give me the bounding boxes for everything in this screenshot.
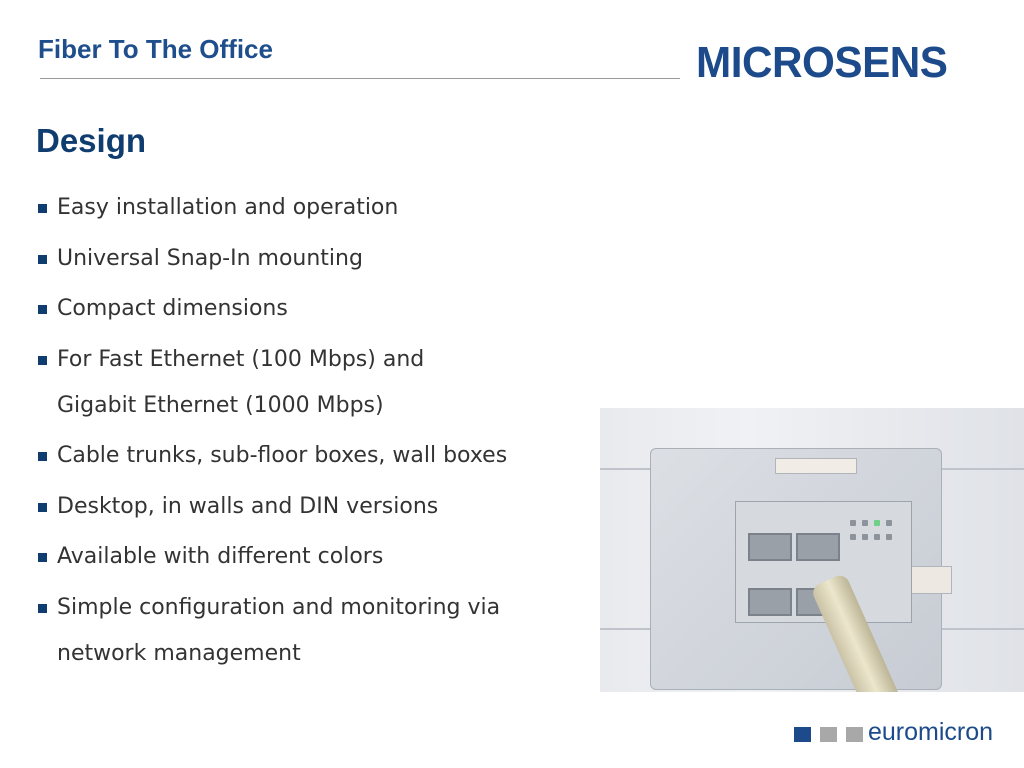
- bullet-text: [57, 585, 617, 677]
- bullet-text: [57, 534, 617, 580]
- bullet-line: Compact dimensions: [57, 296, 288, 321]
- bullet-line: Gigabit Ethernet (1000 Mbps): [57, 392, 384, 418]
- bullet-line: Available with different colors: [57, 544, 384, 569]
- square-bullet-icon: [38, 255, 47, 264]
- rj45-port-icon: [748, 533, 792, 561]
- square-bullet-icon: [38, 452, 47, 461]
- square-bullet-icon: [38, 356, 47, 365]
- slide-header-title: Fiber To The Office: [38, 34, 273, 64]
- brand-square-icon: [820, 727, 837, 742]
- square-bullet-icon: [38, 305, 47, 314]
- square-bullet-icon: [38, 553, 47, 562]
- square-bullet-icon: [38, 503, 47, 512]
- microsens-logo: MICROSENS: [696, 38, 948, 87]
- bullet-item: [38, 337, 617, 429]
- status-led-icon: [886, 534, 892, 540]
- square-bullet-icon: [38, 204, 47, 213]
- brand-square-icon: [846, 727, 863, 742]
- square-bullet-icon: [38, 604, 47, 613]
- euromicron-logo: euromicron: [868, 718, 994, 746]
- bullet-line: For Fast Ethernet (100 Mbps) and: [57, 346, 425, 372]
- status-led-icon: [850, 520, 856, 526]
- bullet-item: [38, 286, 617, 332]
- bullet-item: [38, 585, 617, 677]
- header-divider: [40, 78, 680, 79]
- bullet-line: Easy installation and operation: [57, 195, 399, 220]
- label-strip: [775, 458, 857, 474]
- status-led-icon: [862, 520, 868, 526]
- status-led-icon: [874, 520, 880, 526]
- status-led-icon: [886, 520, 892, 526]
- bullet-item: [38, 185, 617, 231]
- bullet-line: Cable trunks, sub-floor boxes, wall boxes: [57, 443, 508, 468]
- slide-section-title: Design: [36, 122, 147, 159]
- rj45-port-icon: [748, 588, 792, 616]
- bullet-text: [57, 236, 617, 282]
- bullet-item: [38, 534, 617, 580]
- bullet-item: [38, 433, 617, 479]
- bullet-line: Universal Snap-In mounting: [57, 245, 363, 271]
- bullet-text: [57, 185, 617, 231]
- bullet-item: [38, 236, 617, 282]
- status-led-icon: [862, 534, 868, 540]
- bullet-text: [57, 286, 617, 332]
- bullet-item: [38, 484, 617, 530]
- network-outlet-photo: [600, 408, 1024, 692]
- bullet-text: [57, 433, 617, 479]
- rj45-port-icon: [796, 533, 840, 561]
- status-led-icon: [850, 534, 856, 540]
- brand-square-icon: [794, 727, 811, 742]
- bullet-line: network management: [57, 640, 301, 666]
- bullet-list: [38, 192, 617, 688]
- bullet-line: Desktop, in walls and DIN versions: [57, 493, 439, 519]
- bullet-line: Simple configuration and monitoring via: [57, 594, 501, 620]
- bullet-text: [57, 484, 617, 530]
- status-led-icon: [874, 534, 880, 540]
- bullet-text: [57, 337, 617, 429]
